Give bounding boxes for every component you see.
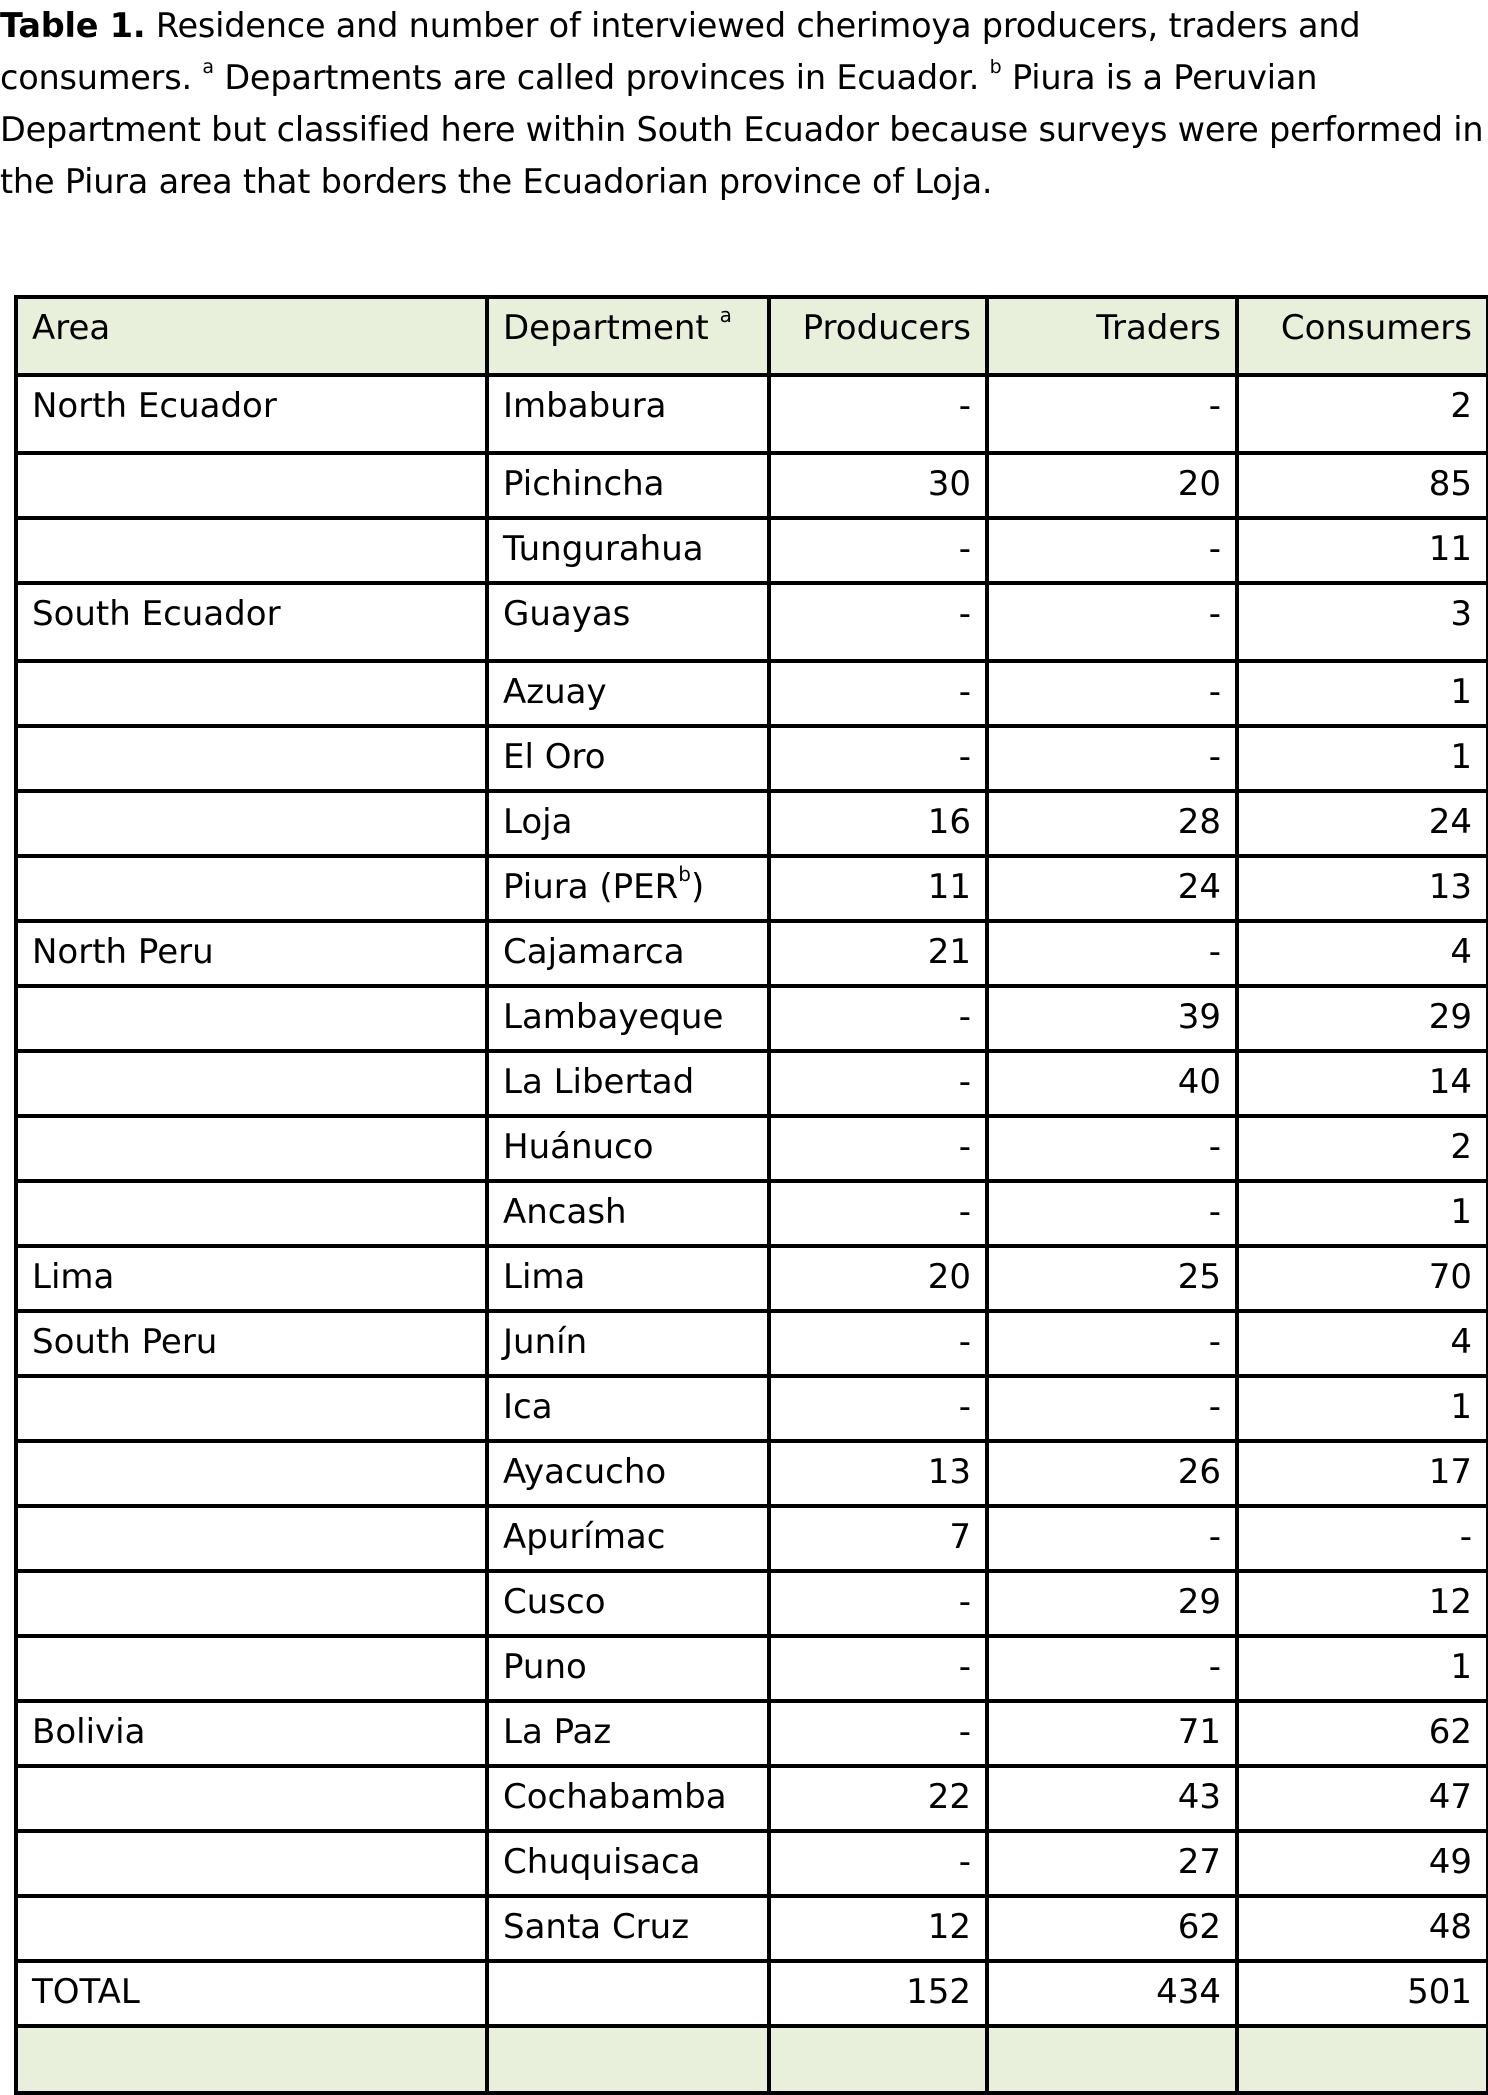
cell-consumers: 48	[1237, 1896, 1488, 1961]
table-row	[16, 375, 1488, 453]
cell-traders: 43	[987, 1766, 1237, 1831]
table-row	[16, 1636, 1488, 1701]
total-area: TOTAL	[16, 1961, 487, 2026]
cell-area	[16, 661, 487, 726]
cell-producers: -	[769, 1831, 987, 1896]
cell-consumers: 1	[1237, 1181, 1488, 1246]
cell-department: Azuay	[487, 661, 769, 726]
cell-area	[16, 1506, 487, 1571]
cell-area	[16, 1766, 487, 1831]
cell-department: Guayas	[487, 583, 769, 661]
cell-area	[16, 1636, 487, 1701]
cell-area	[16, 986, 487, 1051]
cell-traders: -	[987, 1181, 1237, 1246]
table-row	[16, 1311, 1488, 1376]
cell-producers: -	[769, 1701, 987, 1766]
cell-traders: 71	[987, 1701, 1237, 1766]
cell-department: Pichincha	[487, 453, 769, 518]
cell-department: Piura (PER$^b$)	[487, 856, 769, 921]
cell-department: Apurímac	[487, 1506, 769, 1571]
cell-traders: -	[987, 661, 1237, 726]
table-row	[16, 1441, 1488, 1506]
total-producers: 152	[769, 1961, 987, 2026]
cell-consumers: 1	[1237, 1636, 1488, 1701]
table-row	[16, 726, 1488, 791]
cell-consumers: 3	[1237, 583, 1488, 661]
footnote-b-mark: b	[989, 56, 1002, 78]
footnote-a-mark: a	[202, 56, 214, 78]
cell-department: La Libertad	[487, 1051, 769, 1116]
cell-area	[16, 791, 487, 856]
caption-label: Table 1.	[0, 6, 146, 45]
cell-consumers: 17	[1237, 1441, 1488, 1506]
cell-department: Ayacucho	[487, 1441, 769, 1506]
table-row	[16, 1831, 1488, 1896]
cell-department: Imbabura	[487, 375, 769, 453]
cell-traders: -	[987, 921, 1237, 986]
cell-traders: -	[987, 583, 1237, 661]
cell-traders: 28	[987, 791, 1237, 856]
cell-producers: -	[769, 661, 987, 726]
cell-consumers: 1	[1237, 1376, 1488, 1441]
cell-area: South Peru	[16, 1311, 487, 1376]
cell-producers: -	[769, 726, 987, 791]
cell-area: Lima	[16, 1246, 487, 1311]
footer-cell	[769, 2026, 987, 2093]
cell-department: El Oro	[487, 726, 769, 791]
total-traders: 434	[987, 1961, 1237, 2026]
cell-area	[16, 453, 487, 518]
cell-department: Lambayeque	[487, 986, 769, 1051]
cell-producers: 13	[769, 1441, 987, 1506]
cell-traders: 20	[987, 453, 1237, 518]
cell-consumers: 1	[1237, 726, 1488, 791]
table-row	[16, 661, 1488, 726]
cell-consumers: 13	[1237, 856, 1488, 921]
cell-consumers: 62	[1237, 1701, 1488, 1766]
header-department-footnote: a	[719, 303, 732, 327]
cell-area: South Ecuador	[16, 583, 487, 661]
cell-area: North Peru	[16, 921, 487, 986]
table-row	[16, 856, 1488, 921]
cell-traders: 27	[987, 1831, 1237, 1896]
table-row	[16, 791, 1488, 856]
footer-cell	[487, 2026, 769, 2093]
cell-producers: 20	[769, 1246, 987, 1311]
cell-producers: -	[769, 1311, 987, 1376]
cell-traders: -	[987, 1376, 1237, 1441]
table-footer-row	[16, 2026, 1488, 2093]
cell-traders: 40	[987, 1051, 1237, 1116]
header-traders: Traders	[987, 297, 1237, 375]
table-row	[16, 583, 1488, 661]
cell-consumers: 70	[1237, 1246, 1488, 1311]
cell-producers: 7	[769, 1506, 987, 1571]
cell-producers: -	[769, 1051, 987, 1116]
cell-producers: -	[769, 583, 987, 661]
table-header-row	[16, 297, 1488, 375]
cell-area	[16, 1181, 487, 1246]
total-department	[487, 1961, 769, 2026]
cell-producers: 12	[769, 1896, 987, 1961]
cell-department: Puno	[487, 1636, 769, 1701]
cell-traders: 39	[987, 986, 1237, 1051]
header-department: Department $^a$	[487, 297, 769, 375]
caption-text-3: Piura is a Peruvian Department but classified here within South Ecuador because surveys were performed in the Piura area that borders the Ecuadorian province of Loja.	[0, 58, 1484, 201]
table-row	[16, 1376, 1488, 1441]
table-row	[16, 1896, 1488, 1961]
table-row	[16, 1571, 1488, 1636]
cell-consumers: 1	[1237, 661, 1488, 726]
footer-cell	[16, 2026, 487, 2093]
cell-consumers: 47	[1237, 1766, 1488, 1831]
cell-producers: -	[769, 1116, 987, 1181]
cell-producers: 11	[769, 856, 987, 921]
cell-department: Cusco	[487, 1571, 769, 1636]
cell-area	[16, 518, 487, 583]
cell-traders: -	[987, 726, 1237, 791]
cell-producers: 22	[769, 1766, 987, 1831]
cell-traders: 25	[987, 1246, 1237, 1311]
cell-area	[16, 726, 487, 791]
cell-traders: 29	[987, 1571, 1237, 1636]
table-row	[16, 986, 1488, 1051]
cell-department: La Paz	[487, 1701, 769, 1766]
cell-consumers: 49	[1237, 1831, 1488, 1896]
header-area: Area	[16, 297, 487, 375]
cell-area	[16, 1116, 487, 1181]
cell-area	[16, 1376, 487, 1441]
table-row	[16, 1051, 1488, 1116]
cell-department: Cochabamba	[487, 1766, 769, 1831]
cell-department: Ica	[487, 1376, 769, 1441]
header-consumers: Consumers	[1237, 297, 1488, 375]
cell-consumers: 12	[1237, 1571, 1488, 1636]
cell-traders: 62	[987, 1896, 1237, 1961]
table-row	[16, 453, 1488, 518]
cell-consumers: 4	[1237, 1311, 1488, 1376]
cell-consumers: 14	[1237, 1051, 1488, 1116]
cell-traders: -	[987, 518, 1237, 583]
cell-consumers: -	[1237, 1506, 1488, 1571]
cell-producers: 30	[769, 453, 987, 518]
cell-area	[16, 1571, 487, 1636]
cell-area	[16, 1831, 487, 1896]
footer-cell	[987, 2026, 1237, 2093]
cell-consumers: 4	[1237, 921, 1488, 986]
cell-area	[16, 1051, 487, 1116]
cell-department: Tungurahua	[487, 518, 769, 583]
cell-producers: -	[769, 986, 987, 1051]
cell-traders: -	[987, 375, 1237, 453]
residence-table	[14, 295, 1488, 2095]
cell-department: Lima	[487, 1246, 769, 1311]
cell-area	[16, 1896, 487, 1961]
caption-text-2: Departments are called provinces in Ecuador.	[224, 58, 980, 97]
cell-department: Loja	[487, 791, 769, 856]
cell-department: Huánuco	[487, 1116, 769, 1181]
cell-consumers: 2	[1237, 375, 1488, 453]
cell-area: Bolivia	[16, 1701, 487, 1766]
cell-producers: -	[769, 1636, 987, 1701]
cell-producers: 16	[769, 791, 987, 856]
table-row	[16, 1701, 1488, 1766]
cell-department: Cajamarca	[487, 921, 769, 986]
table-row	[16, 1181, 1488, 1246]
cell-producers: -	[769, 1571, 987, 1636]
total-consumers: 501	[1237, 1961, 1488, 2026]
table-row	[16, 921, 1488, 986]
cell-area: North Ecuador	[16, 375, 487, 453]
cell-producers: -	[769, 1376, 987, 1441]
cell-producers: -	[769, 375, 987, 453]
cell-department: Ancash	[487, 1181, 769, 1246]
cell-department: Junín	[487, 1311, 769, 1376]
cell-traders: -	[987, 1636, 1237, 1701]
department-footnote: b	[678, 862, 691, 886]
table-row	[16, 1506, 1488, 1571]
cell-producers: -	[769, 518, 987, 583]
cell-consumers: 2	[1237, 1116, 1488, 1181]
cell-area	[16, 1441, 487, 1506]
caption-text-1: Residence and number of interviewed cherimoya producers, traders and consumers.	[0, 6, 1361, 97]
cell-traders: -	[987, 1116, 1237, 1181]
cell-traders: 24	[987, 856, 1237, 921]
header-producers: Producers	[769, 297, 987, 375]
cell-consumers: 11	[1237, 518, 1488, 583]
cell-department: Santa Cruz	[487, 1896, 769, 1961]
table-body	[16, 375, 1488, 1961]
footer-cell	[1237, 2026, 1488, 2093]
cell-consumers: 29	[1237, 986, 1488, 1051]
table-row	[16, 1766, 1488, 1831]
cell-traders: -	[987, 1311, 1237, 1376]
cell-department: Chuquisaca	[487, 1831, 769, 1896]
cell-consumers: 24	[1237, 791, 1488, 856]
cell-traders: 26	[987, 1441, 1237, 1506]
cell-producers: -	[769, 1181, 987, 1246]
cell-consumers: 85	[1237, 453, 1488, 518]
cell-traders: -	[987, 1506, 1237, 1571]
table-row	[16, 1116, 1488, 1181]
cell-area	[16, 856, 487, 921]
table-row	[16, 1246, 1488, 1311]
total-row	[16, 1961, 1488, 2026]
table-row	[16, 518, 1488, 583]
table-caption	[0, 0, 1484, 208]
cell-producers: 21	[769, 921, 987, 986]
